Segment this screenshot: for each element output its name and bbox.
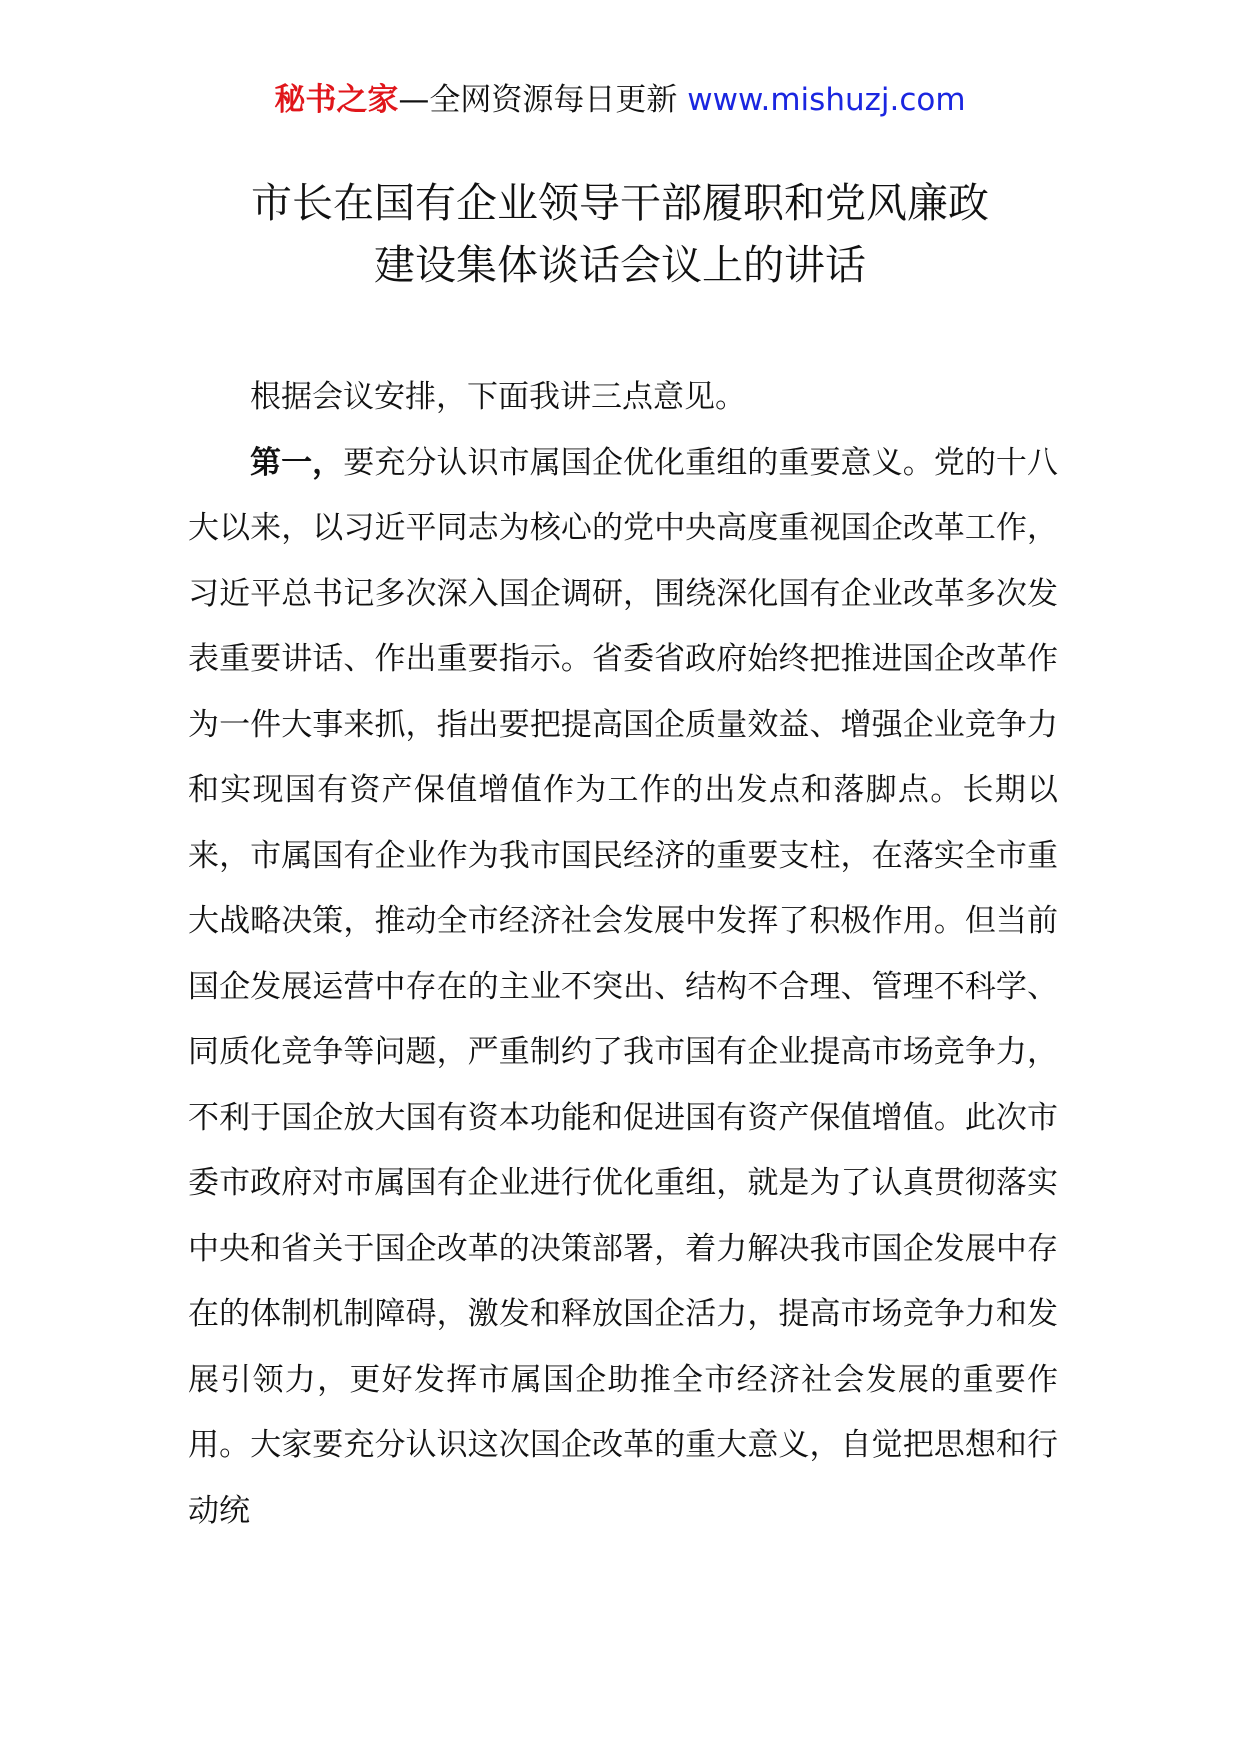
site-header — [0, 78, 1240, 122]
title-line-2: 建设集体谈话会议上的讲话 — [374, 241, 866, 289]
point-one-text: 要充分认识市属国企优化重组的重要意义。党的十八大以来，以习近平同志为核心的党中央高度重视国企改革工作，习近平总书记多次深入国企调研，围绕深化国有企业改革多次发表重要讲话、作出重要指示。省委省政府始终把推进国企改革作为一件大事来抓，指出要把提高国企质量效益、增强企业竞争力和实现国有资产保值增值作为工作的出发点和落脚点。长期以来，市属国有企业作为我市国民经济的重要支柱，在落实全市重大战略决策，推动全市经济社会发展中发挥了积极作用。但当前国企发展运营中存在的主业不突出、结构不合理、管理不科学、同质化竞争等问题，严重制约了我市国有企业提高市场竞争力，不利于国企放大国有资本功能和促进国有资产保值增值。此次市委市政府对市属国有企业进行优化重组，就是为了认真贯彻落实中央和省关于国企改革的决策部署，着力解决我市国企发展中存在的体制机制障碍，激发和释放国企活力，提高市场竞争力和发展引领力，更好发挥市属国企助推全市经济社会发展的重要作用。大家要充分认识这次国企改革的重大意义，自觉把思想和行动统 — [188, 444, 1059, 1529]
point-one-lead: 第一， — [250, 444, 344, 481]
site-url-link[interactable]: www.mishuzj.com — [687, 82, 966, 118]
point-one-paragraph — [188, 431, 1058, 1545]
brand-name: 秘书之家 — [274, 82, 399, 118]
document-body — [188, 365, 1058, 1544]
header-tagline: —全网资源每日更新 — [398, 82, 688, 118]
intro-paragraph: 根据会议安排，下面我讲三点意见。 — [250, 379, 746, 415]
document-title — [120, 172, 1120, 296]
title-line-1: 市长在国有企业领导干部履职和党风廉政 — [251, 179, 989, 227]
